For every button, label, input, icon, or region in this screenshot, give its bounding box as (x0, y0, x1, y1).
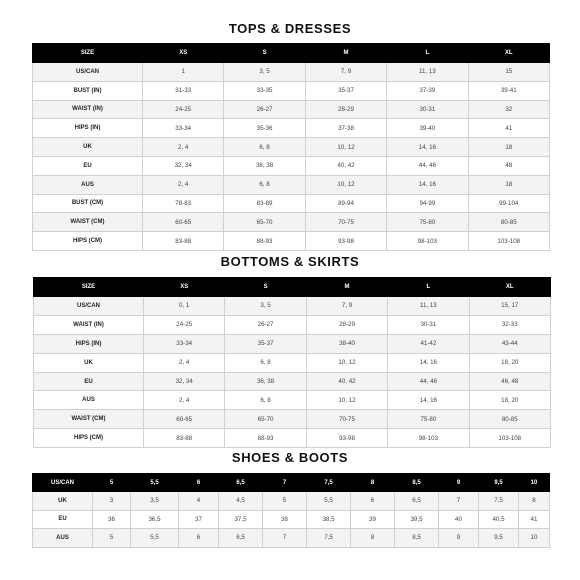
table-row (33, 213, 550, 232)
table-cell: 15, 17 (469, 297, 550, 316)
table-cell: 24-25 (144, 315, 225, 334)
table-cell: 40 (439, 510, 479, 529)
table-row (33, 492, 550, 511)
table-cell: 7,5 (307, 529, 351, 548)
table-cell: 3, 5 (225, 297, 306, 316)
table-cell: 3, 5 (224, 63, 305, 82)
table-cell: 5,5 (307, 492, 351, 511)
table-cell: 39,5 (395, 510, 439, 529)
table-cell: 2, 4 (144, 353, 225, 372)
column-header: 8 (351, 474, 395, 492)
table-row (33, 63, 550, 82)
column-header: XS (143, 44, 224, 63)
table-cell: 38,5 (307, 510, 351, 529)
table-cell: 7 (439, 492, 479, 511)
table-cell: 0, 1 (144, 297, 225, 316)
column-header: L (387, 44, 468, 63)
table-cell: 37 (179, 510, 219, 529)
size-table-shoes-boots (32, 473, 550, 548)
table-cell: 3 (93, 492, 131, 511)
table-cell: 6, 8 (224, 175, 305, 194)
table-cell: 70-75 (305, 213, 386, 232)
row-label: US/CAN (34, 297, 144, 316)
size-table-bottoms-skirts (33, 277, 551, 448)
table-row (34, 353, 551, 372)
table-cell: 7, 9 (305, 63, 386, 82)
table-row (33, 156, 550, 175)
table-cell: 94-99 (387, 194, 468, 213)
table-cell: 6, 8 (224, 138, 305, 157)
table-cell: 30-31 (387, 100, 468, 119)
table-cell: 37,5 (219, 510, 263, 529)
table-cell: 7 (263, 529, 307, 548)
table-row (34, 372, 551, 391)
column-header: L (388, 278, 469, 297)
table-row (33, 100, 550, 119)
table-cell: 5 (263, 492, 307, 511)
section-title-shoes-boots: SHOES & BOOTS (231, 450, 349, 465)
table-cell: 24-25 (143, 100, 224, 119)
table-cell: 33-34 (144, 334, 225, 353)
table-cell: 10, 12 (305, 175, 386, 194)
table-cell: 103-108 (469, 429, 550, 448)
table-cell: 36,5 (131, 510, 179, 529)
table-cell: 9 (439, 529, 479, 548)
column-header: S (224, 44, 305, 63)
table-cell: 8,5 (395, 529, 439, 548)
table-cell: 6,5 (395, 492, 439, 511)
table-cell: 28-29 (306, 315, 387, 334)
table-cell: 89-94 (305, 194, 386, 213)
column-header: XS (144, 278, 225, 297)
table-cell: 93-98 (305, 232, 386, 251)
column-header: US/CAN (33, 474, 93, 492)
table-cell: 39-40 (387, 119, 468, 138)
table-cell: 70-75 (306, 410, 387, 429)
table-header-row (33, 44, 550, 63)
table-cell: 83-88 (144, 429, 225, 448)
table-cell: 38-40 (306, 334, 387, 353)
column-header: M (306, 278, 387, 297)
table-cell: 41 (468, 119, 549, 138)
table-cell: 44, 46 (387, 156, 468, 175)
column-header: 9 (439, 474, 479, 492)
table-cell: 10, 12 (306, 353, 387, 372)
table-cell: 33-35 (224, 81, 305, 100)
table-cell: 44, 46 (388, 372, 469, 391)
row-label: BUST (IN) (33, 81, 143, 100)
table-cell: 6, 8 (225, 391, 306, 410)
table-cell: 41 (519, 510, 550, 529)
table-cell: 5 (93, 529, 131, 548)
column-header: SIZE (34, 278, 144, 297)
table-row (33, 138, 550, 157)
row-label: US/CAN (33, 63, 143, 82)
table-row (34, 297, 551, 316)
column-header: 5 (93, 474, 131, 492)
table-cell: 37-38 (305, 119, 386, 138)
table-cell: 3,5 (131, 492, 179, 511)
row-label: HIPS (IN) (33, 119, 143, 138)
table-cell: 75-80 (388, 410, 469, 429)
table-cell: 6, 8 (225, 353, 306, 372)
table-cell: 36, 38 (225, 372, 306, 391)
table-cell: 14, 16 (387, 138, 468, 157)
table-cell: 39-41 (468, 81, 549, 100)
table-cell: 26-27 (224, 100, 305, 119)
table-cell: 8 (519, 492, 550, 511)
table-header-row (33, 474, 550, 492)
table-row (33, 510, 550, 529)
row-label: AUS (34, 391, 144, 410)
table-cell: 83-88 (143, 232, 224, 251)
table-cell: 2, 4 (143, 175, 224, 194)
table-row (34, 410, 551, 429)
row-label: UK (33, 138, 143, 157)
row-label: WAIST (CM) (34, 410, 144, 429)
table-cell: 41-42 (388, 334, 469, 353)
table-row (33, 529, 550, 548)
table-cell: 65-70 (224, 213, 305, 232)
table-cell: 1 (143, 63, 224, 82)
table-row (34, 315, 551, 334)
column-header: XL (468, 44, 549, 63)
row-label: WAIST (CM) (33, 213, 143, 232)
table-cell: 98-103 (387, 232, 468, 251)
table-row (33, 175, 550, 194)
table-cell: 35-37 (225, 334, 306, 353)
table-cell: 98-103 (388, 429, 469, 448)
table-cell: 36, 38 (224, 156, 305, 175)
table-cell: 6,5 (219, 529, 263, 548)
table-cell: 18 (468, 175, 549, 194)
row-label: AUS (33, 175, 143, 194)
table-cell: 2, 4 (143, 138, 224, 157)
table-cell: 10, 12 (305, 138, 386, 157)
table-cell: 18, 20 (469, 353, 550, 372)
table-cell: 32-33 (469, 315, 550, 334)
table-cell: 60-65 (143, 213, 224, 232)
table-cell: 88-93 (225, 429, 306, 448)
table-cell: 8 (351, 529, 395, 548)
table-cell: 103-108 (468, 232, 549, 251)
table-cell: 33-34 (143, 119, 224, 138)
table-cell: 11, 13 (388, 297, 469, 316)
table-cell: 88-93 (224, 232, 305, 251)
table-cell: 80-85 (469, 410, 550, 429)
column-header: M (305, 44, 386, 63)
table-cell: 32, 34 (143, 156, 224, 175)
column-header: 9,5 (479, 474, 519, 492)
table-cell: 35-36 (224, 119, 305, 138)
table-cell: 4 (179, 492, 219, 511)
table-row (33, 194, 550, 213)
table-row (33, 232, 550, 251)
column-header: SIZE (33, 44, 143, 63)
table-cell: 38 (263, 510, 307, 529)
table-row (34, 429, 551, 448)
row-label: HIPS (CM) (34, 429, 144, 448)
row-label: WAIST (IN) (34, 315, 144, 334)
table-cell: 35-37 (305, 81, 386, 100)
column-header: 7,5 (307, 474, 351, 492)
table-cell: 39 (351, 510, 395, 529)
column-header: 10 (519, 474, 550, 492)
table-cell: 14, 16 (387, 175, 468, 194)
column-header: 5,5 (131, 474, 179, 492)
table-cell: 15 (468, 63, 549, 82)
table-cell: 75-80 (387, 213, 468, 232)
table-cell: 7, 9 (306, 297, 387, 316)
table-cell: 14, 16 (388, 391, 469, 410)
table-cell: 30-31 (388, 315, 469, 334)
column-header: 7 (263, 474, 307, 492)
table-row (34, 391, 551, 410)
table-cell: 4,5 (219, 492, 263, 511)
table-cell: 7,5 (479, 492, 519, 511)
table-cell: 32, 34 (144, 372, 225, 391)
table-cell: 40,5 (479, 510, 519, 529)
table-cell: 18 (468, 138, 549, 157)
column-header: 6,5 (219, 474, 263, 492)
table-cell: 10 (519, 529, 550, 548)
table-cell: 18, 20 (469, 391, 550, 410)
table-cell: 60-65 (144, 410, 225, 429)
table-cell: 40, 42 (306, 372, 387, 391)
row-label: AUS (33, 529, 93, 548)
table-row (33, 119, 550, 138)
table-cell: 28-29 (305, 100, 386, 119)
section-title-bottoms-skirts: BOTTOMS & SKIRTS (220, 254, 360, 269)
table-cell: 26-27 (225, 315, 306, 334)
table-cell: 46, 48 (469, 372, 550, 391)
table-cell: 78-83 (143, 194, 224, 213)
row-label: UK (33, 492, 93, 511)
table-row (33, 81, 550, 100)
table-cell: 93-98 (306, 429, 387, 448)
table-cell: 31-33 (143, 81, 224, 100)
row-label: BUST (CM) (33, 194, 143, 213)
table-cell: 43-44 (469, 334, 550, 353)
table-cell: 36 (93, 510, 131, 529)
row-label: UK (34, 353, 144, 372)
table-cell: 83-89 (224, 194, 305, 213)
table-cell: 6 (351, 492, 395, 511)
table-cell: 48 (468, 156, 549, 175)
table-cell: 32 (468, 100, 549, 119)
table-cell: 9,5 (479, 529, 519, 548)
row-label: HIPS (IN) (34, 334, 144, 353)
table-cell: 11, 13 (387, 63, 468, 82)
column-header: S (225, 278, 306, 297)
column-header: XL (469, 278, 550, 297)
row-label: WAIST (IN) (33, 100, 143, 119)
table-cell: 40, 42 (305, 156, 386, 175)
table-cell: 80-85 (468, 213, 549, 232)
table-cell: 5,5 (131, 529, 179, 548)
section-title-tops-dresses: TOPS & DRESSES (228, 21, 352, 36)
table-cell: 99-104 (468, 194, 549, 213)
table-cell: 65-70 (225, 410, 306, 429)
size-table-tops-dresses (32, 43, 550, 251)
table-cell: 10, 12 (306, 391, 387, 410)
column-header: 6 (179, 474, 219, 492)
column-header: 8,5 (395, 474, 439, 492)
row-label: EU (33, 510, 93, 529)
table-cell: 37-39 (387, 81, 468, 100)
table-header-row (34, 278, 551, 297)
row-label: HIPS (CM) (33, 232, 143, 251)
table-cell: 14, 16 (388, 353, 469, 372)
table-cell: 2, 4 (144, 391, 225, 410)
table-cell: 6 (179, 529, 219, 548)
row-label: EU (34, 372, 144, 391)
table-row (34, 334, 551, 353)
row-label: EU (33, 156, 143, 175)
